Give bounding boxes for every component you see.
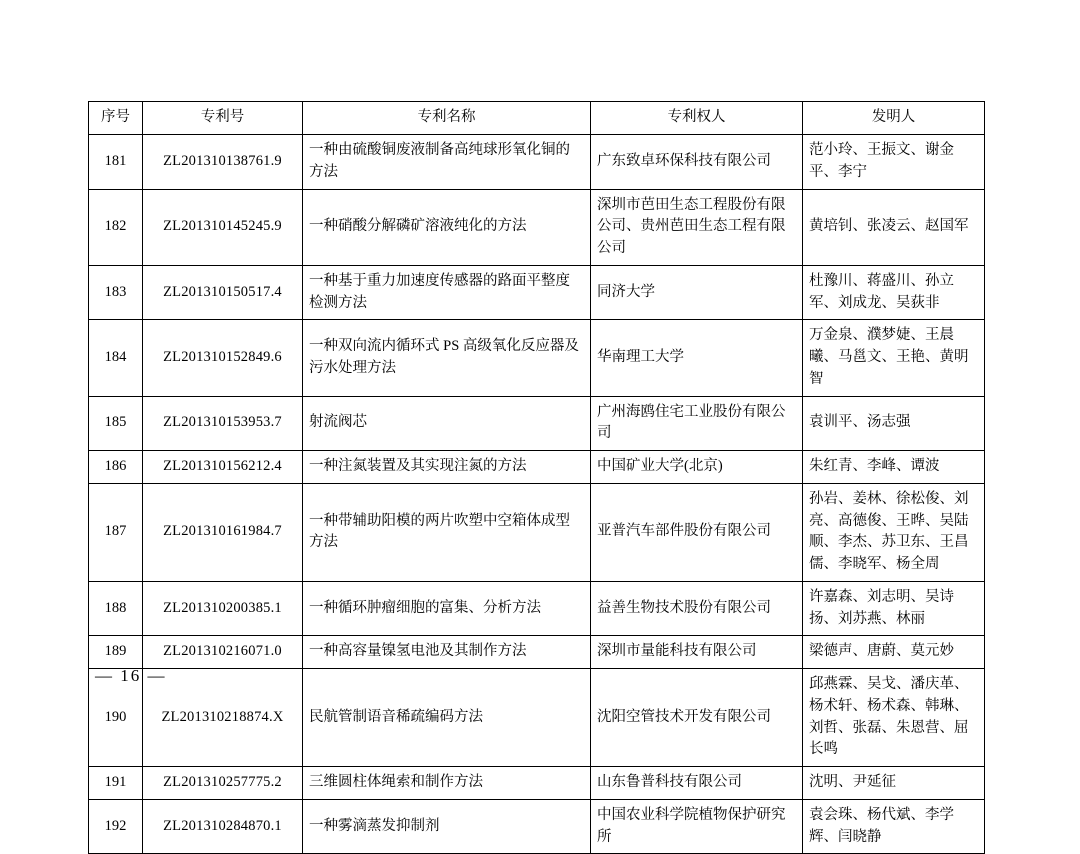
- cell-inventors: 范小玲、王振文、谢金平、李宁: [803, 135, 985, 190]
- cell-no: 192: [89, 799, 143, 854]
- cell-owner: 华南理工大学: [591, 320, 803, 396]
- cell-inventors: 黄培钊、张凌云、赵国军: [803, 189, 985, 265]
- cell-no: 189: [89, 636, 143, 669]
- column-header-owner: 专利权人: [591, 102, 803, 135]
- cell-no: 187: [89, 483, 143, 581]
- cell-inventors: 沈明、尹延征: [803, 767, 985, 800]
- cell-no: 184: [89, 320, 143, 396]
- cell-patent-no: ZL201310200385.1: [143, 581, 303, 636]
- cell-patent-no: ZL201310284870.1: [143, 799, 303, 854]
- table-row: [89, 320, 985, 396]
- cell-owner: 同济大学: [591, 265, 803, 320]
- cell-patent-name: 一种雾滴蒸发抑制剂: [303, 799, 591, 854]
- cell-patent-name: 一种高容量镍氢电池及其制作方法: [303, 636, 591, 669]
- cell-patent-name: 民航管制语音稀疏编码方法: [303, 669, 591, 767]
- cell-inventors: 袁会珠、杨代斌、李学辉、闫晓静: [803, 799, 985, 854]
- cell-patent-no: ZL201310138761.9: [143, 135, 303, 190]
- table-row: [89, 636, 985, 669]
- cell-patent-no: ZL201310216071.0: [143, 636, 303, 669]
- table-row: [89, 135, 985, 190]
- cell-no: 182: [89, 189, 143, 265]
- column-header-patent-name: 专利名称: [303, 102, 591, 135]
- patent-table: [88, 101, 985, 854]
- cell-owner: 山东鲁普科技有限公司: [591, 767, 803, 800]
- cell-inventors: 杜豫川、蒋盛川、孙立军、刘成龙、吴荻非: [803, 265, 985, 320]
- cell-patent-no: ZL201310152849.6: [143, 320, 303, 396]
- cell-patent-name: 一种注氮装置及其实现注氮的方法: [303, 451, 591, 484]
- cell-owner: 广东致卓环保科技有限公司: [591, 135, 803, 190]
- cell-no: 190: [89, 669, 143, 767]
- cell-patent-no: ZL201310218874.X: [143, 669, 303, 767]
- cell-patent-name: 一种基于重力加速度传感器的路面平整度检测方法: [303, 265, 591, 320]
- cell-owner: 中国矿业大学(北京): [591, 451, 803, 484]
- cell-inventors: 孙岩、姜林、徐松俊、刘亮、高德俊、王晔、吴陆顺、李杰、苏卫东、王昌儒、李晓军、杨全周: [803, 483, 985, 581]
- cell-inventors: 梁德声、唐蔚、莫元妙: [803, 636, 985, 669]
- table-row: [89, 396, 985, 451]
- cell-patent-name: 一种循环肿瘤细胞的富集、分析方法: [303, 581, 591, 636]
- cell-no: 185: [89, 396, 143, 451]
- cell-no: 188: [89, 581, 143, 636]
- cell-patent-name: 一种双向流内循环式 PS 高级氧化反应器及污水处理方法: [303, 320, 591, 396]
- cell-no: 181: [89, 135, 143, 190]
- table-header-row: [89, 102, 985, 135]
- table-row: [89, 767, 985, 800]
- cell-patent-no: ZL201310156212.4: [143, 451, 303, 484]
- column-header-patent-no: 专利号: [143, 102, 303, 135]
- column-header-no: 序号: [89, 102, 143, 135]
- cell-patent-name: 一种硝酸分解磷矿溶液纯化的方法: [303, 189, 591, 265]
- cell-patent-name: 三维圆柱体绳索和制作方法: [303, 767, 591, 800]
- table-row: [89, 483, 985, 581]
- table-row: [89, 189, 985, 265]
- cell-owner: 亚普汽车部件股份有限公司: [591, 483, 803, 581]
- cell-owner: 沈阳空管技术开发有限公司: [591, 669, 803, 767]
- cell-patent-no: ZL201310150517.4: [143, 265, 303, 320]
- cell-owner: 深圳市量能科技有限公司: [591, 636, 803, 669]
- page-number: — 16 —: [95, 666, 167, 685]
- cell-patent-name: 射流阀芯: [303, 396, 591, 451]
- cell-patent-no: ZL201310153953.7: [143, 396, 303, 451]
- cell-no: 191: [89, 767, 143, 800]
- cell-owner: 深圳市芭田生态工程股份有限公司、贵州芭田生态工程有限公司: [591, 189, 803, 265]
- cell-owner: 中国农业科学院植物保护研究所: [591, 799, 803, 854]
- cell-patent-no: ZL201310145245.9: [143, 189, 303, 265]
- table-row: [89, 265, 985, 320]
- table-row: [89, 581, 985, 636]
- cell-inventors: 许嘉森、刘志明、吴诗扬、刘苏燕、林丽: [803, 581, 985, 636]
- cell-no: 186: [89, 451, 143, 484]
- cell-owner: 益善生物技术股份有限公司: [591, 581, 803, 636]
- cell-inventors: 邱燕霖、吴戈、潘庆革、杨术轩、杨术森、韩琳、刘哲、张磊、朱恩营、屈长鸣: [803, 669, 985, 767]
- cell-patent-no: ZL201310257775.2: [143, 767, 303, 800]
- table-row: [89, 799, 985, 854]
- cell-inventors: 朱红青、李峰、谭波: [803, 451, 985, 484]
- patent-table-container: [88, 101, 984, 854]
- cell-owner: 广州海鸥住宅工业股份有限公司: [591, 396, 803, 451]
- cell-no: 183: [89, 265, 143, 320]
- column-header-inventors: 发明人: [803, 102, 985, 135]
- cell-patent-name: 一种带辅助阳模的两片吹塑中空箱体成型方法: [303, 483, 591, 581]
- cell-patent-name: 一种由硫酸铜废液制备高纯球形氧化铜的方法: [303, 135, 591, 190]
- table-row: [89, 451, 985, 484]
- cell-inventors: 万金泉、濮梦婕、王晨曦、马邕文、王艳、黄明智: [803, 320, 985, 396]
- cell-inventors: 袁训平、汤志强: [803, 396, 985, 451]
- cell-patent-no: ZL201310161984.7: [143, 483, 303, 581]
